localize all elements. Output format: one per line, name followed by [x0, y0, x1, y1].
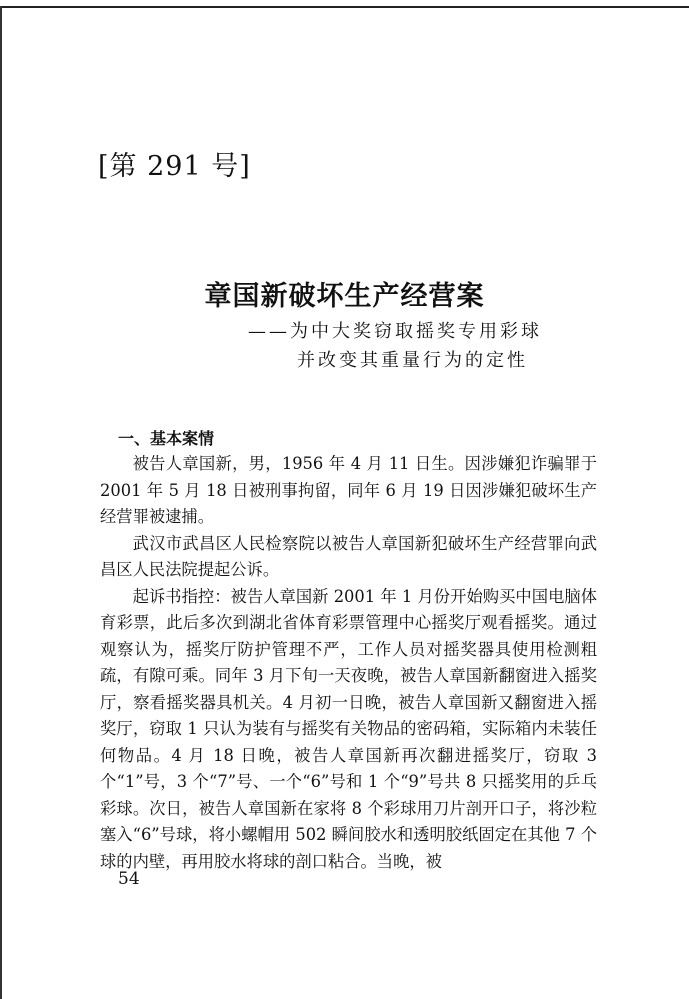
paragraph-defendant-info: 被告人章国新，男，1956 年 4 月 11 日生。因涉嫌犯诈骗罪于 2001 年 5 月 18 日被刑事拘留，同年 6 月 19 日因涉嫌犯破坏生产经营罪被逮捕。 — [100, 454, 597, 526]
section-heading: 一、基本案情 — [118, 429, 215, 448]
page-top-rule — [0, 6, 689, 8]
case-title: 章国新破坏生产经营案 — [204, 281, 485, 312]
paragraph-indictment: 起诉书指控：被告人章国新 2001 年 1 月份开始购买中国电脑体育彩票，此后多次到湖北省体育彩票管理中心摇奖厅观看摇奖。通过观察认为，摇奖厅防护管理不严，工作人员对摇奖器具使用检测粗疏，有隙可乘。同年 3 月下旬一天夜晚，被告人章国新翻窗进入摇奖厅，察看摇奖器具机关。4 月初一日晚，被告人章国新又翻窗进入摇奖厅，窃取 1 只认为装有与摇奖有关物品的密码箱，实际箱内未装任何物品。4 月 18 日晚，被告人章国新再次翻进摇奖厅，窃取 3 个“1”号，3 个“7”号、一个“6”号和 1 个“9”号共 8 只摇奖用的乒乓彩球。次日，被告人章国新在家将 8 个彩球用刀片剖开口子，将沙粒塞入“6”号球，将小螺帽用 502 瞬间胶水和透明胶纸固定在其他 7 个球的内壁，再用胶水将球的剖口粘合。当晚，被 — [100, 586, 597, 871]
page-left-edge — [0, 6, 2, 999]
case-subtitle-line-1: ——为中大奖窃取摇奖专用彩球 — [248, 321, 542, 342]
case-number: [第 291 号] — [98, 151, 251, 182]
page-number: 54 — [118, 869, 140, 889]
case-subtitle-line-2: 并改变其重量行为的定性 — [297, 350, 528, 371]
paragraph-prosecution: 武汉市武昌区人民检察院以被告人章国新犯破坏生产经营罪向武昌区人民法院提起公诉。 — [100, 533, 597, 579]
body-text — [100, 451, 597, 875]
